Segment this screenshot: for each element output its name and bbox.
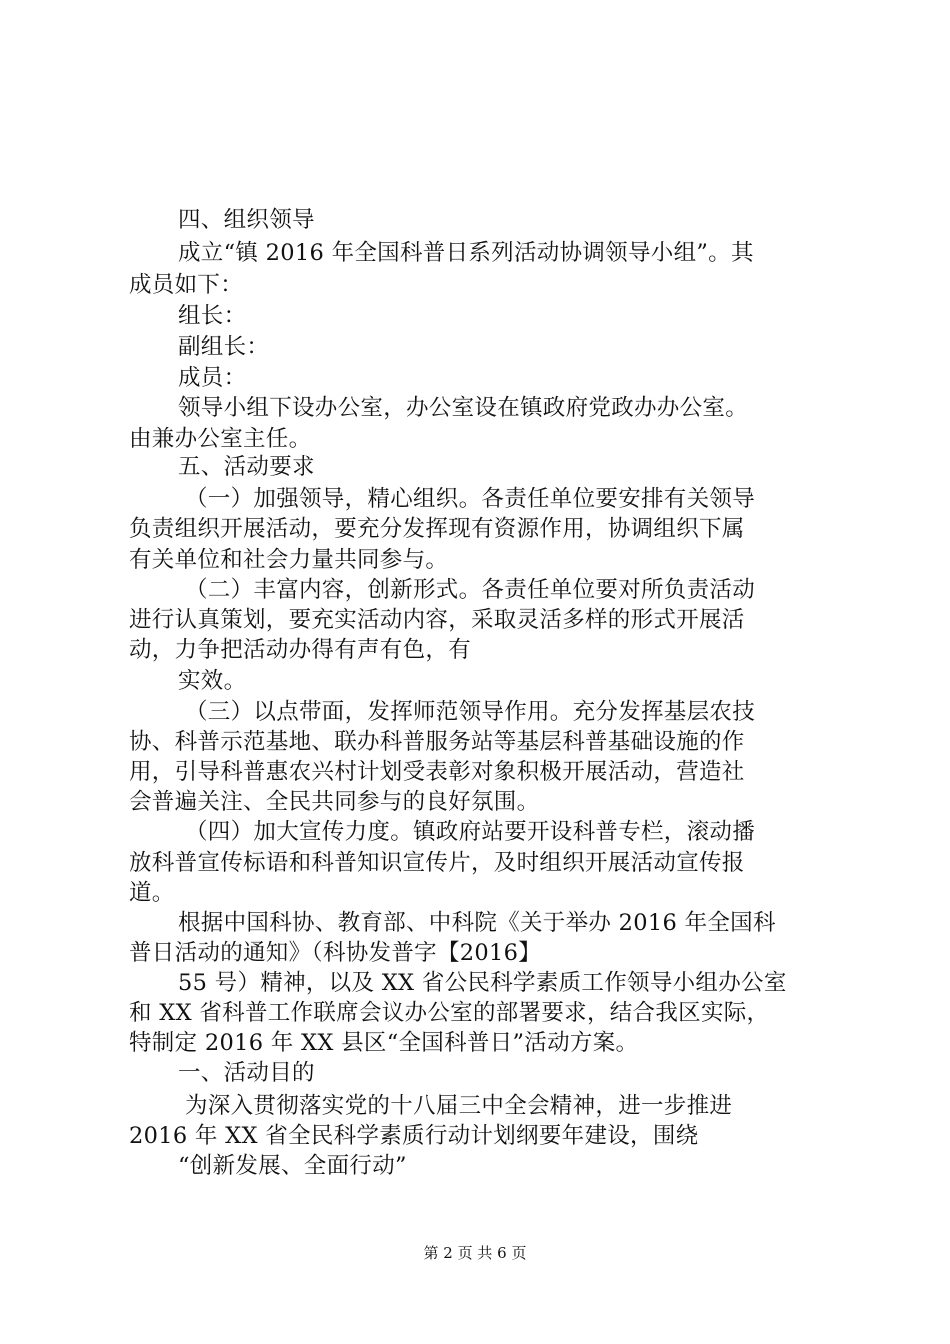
paragraph-line: （一）加强领导，精心组织。各责任单位要安排有关领导 [185, 486, 756, 512]
paragraph-line: 根据中国科协、教育部、中科院《关于举办 2016 年全国科 [178, 910, 776, 936]
paragraph-line: 放科普宣传标语和科普知识宣传片，及时组织开展活动宣传报 [129, 850, 745, 876]
paragraph-line: 组长： [178, 303, 247, 329]
paragraph-line: 用，引导科普惠农兴村计划受表彰对象积极开展活动，营造社 [129, 759, 745, 785]
paragraph-line: 成员如下： [129, 272, 244, 298]
paragraph-line: （三）以点带面，发挥师范领导作用。充分发挥基层农技 [185, 699, 756, 725]
paragraph-line: “创新发展、全面行动” [178, 1153, 407, 1179]
paragraph-line: 有关单位和社会力量共同参与。 [129, 547, 449, 573]
paragraph-line: （四）加大宣传力度。镇政府站要开设科普专栏，滚动播 [185, 819, 756, 845]
paragraph-line: 道。 [129, 880, 175, 906]
paragraph-line: 成立“镇 2016 年全国科普日系列活动协调领导小组”。其 [178, 240, 754, 266]
paragraph-line: 成员： [178, 365, 247, 391]
paragraph-line: 由兼办公室主任。 [129, 426, 312, 452]
paragraph-line: （二）丰富内容，创新形式。各责任单位要对所负责活动 [185, 577, 756, 603]
paragraph-line: 特制定 2016 年 XX 县区“全国科普日”活动方案。 [129, 1030, 639, 1056]
paragraph-line: 领导小组下设办公室，办公室设在镇政府党政办办公室。 [178, 395, 749, 421]
paragraph-line: 为深入贯彻落实党的十八届三中全会精神，进一步推进 [185, 1093, 733, 1119]
section-heading-requirements: 五、活动要求 [178, 454, 315, 480]
paragraph-line: 动，力争把活动办得有声有色，有 [129, 637, 472, 663]
section-heading-purpose: 一、活动目的 [178, 1060, 315, 1086]
paragraph-line: 55 号）精神，以及 XX 省公民科学素质工作领导小组办公室 [178, 970, 787, 996]
paragraph-line: 和 XX 省科普工作联席会议办公室的部署要求，结合我区实际， [129, 1000, 770, 1026]
section-heading-organization: 四、组织领导 [178, 207, 315, 233]
page-footer: 第 2 页 共 6 页 [423, 1244, 527, 1262]
paragraph-line: 进行认真策划，要充实活动内容，采取灵活多样的形式开展活 [129, 607, 745, 633]
paragraph-line: 副组长： [178, 334, 270, 360]
paragraph-line: 普日活动的通知》（科协发普字【2016】 [129, 940, 542, 966]
paragraph-line: 会普遍关注、全民共同参与的良好氛围。 [129, 789, 540, 815]
paragraph-line: 负责组织开展活动，要充分发挥现有资源作用，协调组织下属 [129, 516, 745, 542]
paragraph-line: 实效。 [178, 668, 247, 694]
paragraph-line: 协、科普示范基地、联办科普服务站等基层科普基础设施的作 [129, 729, 745, 755]
paragraph-line: 2016 年 XX 省全民科学素质行动计划纲要年建设，围绕 [129, 1123, 699, 1149]
